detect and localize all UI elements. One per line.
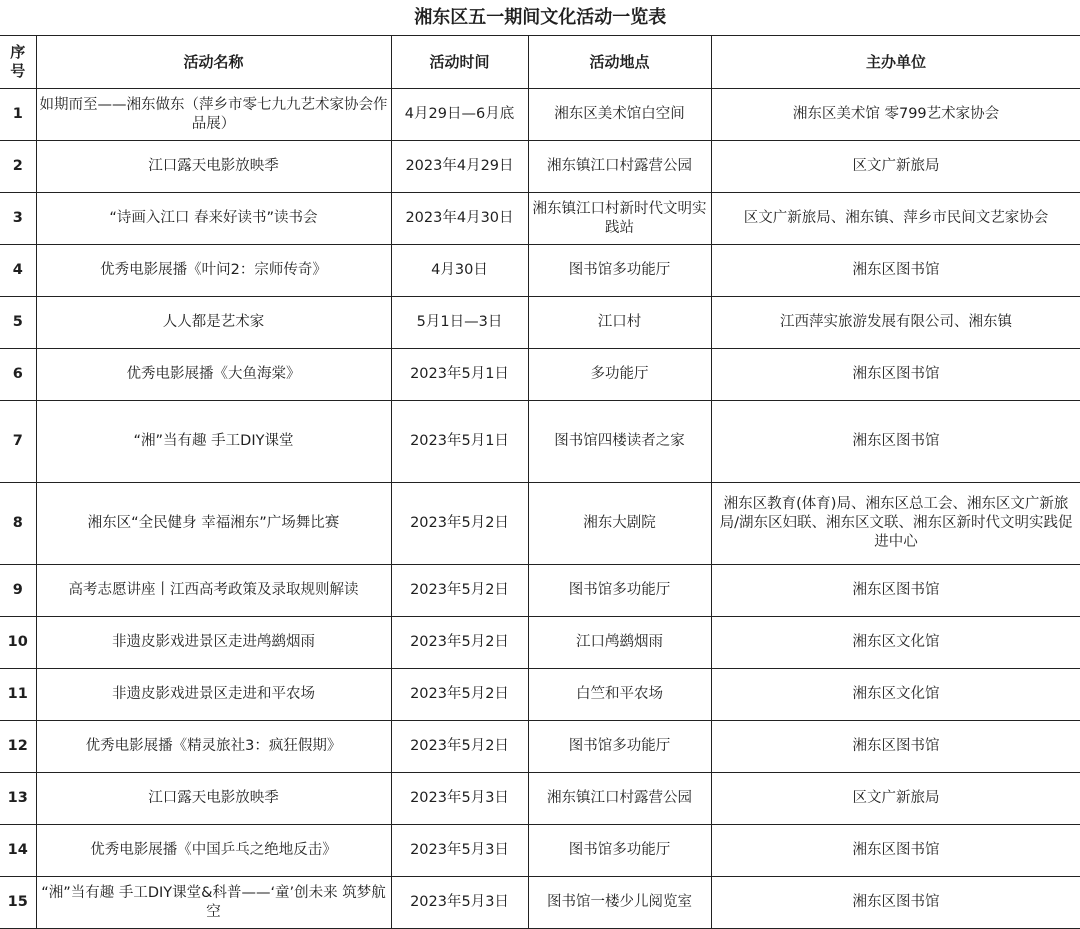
cell-time: 2023年5月2日	[391, 617, 528, 669]
cell-no: 1	[0, 89, 36, 141]
cell-place: 图书馆多功能厅	[528, 721, 711, 773]
cell-no: 14	[0, 825, 36, 877]
cell-no: 4	[0, 245, 36, 297]
cell-no: 6	[0, 349, 36, 401]
cell-host: 湘东区图书馆	[711, 565, 1080, 617]
cell-time: 2023年5月1日	[391, 401, 528, 483]
cell-place: 江口村	[528, 297, 711, 349]
table-row	[0, 297, 1080, 349]
cell-no: 15	[0, 877, 36, 929]
table-row	[0, 349, 1080, 401]
table-row	[0, 877, 1080, 929]
cell-name: 非遗皮影戏进景区走进鸬鹚烟雨	[36, 617, 391, 669]
cell-name: 江口露天电影放映季	[36, 773, 391, 825]
cell-name: 优秀电影展播《中国乒乓之绝地反击》	[36, 825, 391, 877]
cell-place: 图书馆多功能厅	[528, 565, 711, 617]
cell-no: 5	[0, 297, 36, 349]
cell-host: 湘东区图书馆	[711, 877, 1080, 929]
table-row	[0, 245, 1080, 297]
cell-time: 2023年5月2日	[391, 565, 528, 617]
table-row	[0, 193, 1080, 245]
cell-host: 湘东区文化馆	[711, 669, 1080, 721]
cell-time: 2023年5月3日	[391, 773, 528, 825]
cell-time: 4月29日—6月底	[391, 89, 528, 141]
cell-host: 区文广新旅局	[711, 141, 1080, 193]
header-place: 活动地点	[528, 36, 711, 89]
cell-place: 江口鸬鹚烟雨	[528, 617, 711, 669]
cell-place: 图书馆多功能厅	[528, 245, 711, 297]
cell-name: 优秀电影展播《精灵旅社3：疯狂假期》	[36, 721, 391, 773]
cell-place: 湘东大剧院	[528, 483, 711, 565]
header-row	[0, 36, 1080, 89]
cell-host: 区文广新旅局	[711, 773, 1080, 825]
cell-host: 区文广新旅局、湘东镇、萍乡市民间文艺家协会	[711, 193, 1080, 245]
cell-name: “湘”当有趣 手工DIY课堂	[36, 401, 391, 483]
cell-name: 如期而至——湘东做东（萍乡市零七九九艺术家协会作品展）	[36, 89, 391, 141]
cell-place: 白竺和平农场	[528, 669, 711, 721]
table-row	[0, 669, 1080, 721]
cell-place: 图书馆四楼读者之家	[528, 401, 711, 483]
header-time: 活动时间	[391, 36, 528, 89]
header-name: 活动名称	[36, 36, 391, 89]
table-row	[0, 483, 1080, 565]
cell-host: 湘东区美术馆 零799艺术家协会	[711, 89, 1080, 141]
cell-name: 非遗皮影戏进景区走进和平农场	[36, 669, 391, 721]
cell-name: “诗画入江口 春来好读书”读书会	[36, 193, 391, 245]
cell-time: 2023年5月2日	[391, 483, 528, 565]
cell-host: 湘东区图书馆	[711, 349, 1080, 401]
cell-place: 湘东镇江口村新时代文明实践站	[528, 193, 711, 245]
cell-name: 高考志愿讲座丨江西高考政策及录取规则解读	[36, 565, 391, 617]
cell-time: 2023年4月30日	[391, 193, 528, 245]
cell-no: 2	[0, 141, 36, 193]
cell-place: 湘东区美术馆白空间	[528, 89, 711, 141]
cell-place: 湘东镇江口村露营公园	[528, 773, 711, 825]
cell-time: 2023年4月29日	[391, 141, 528, 193]
cell-time: 2023年5月1日	[391, 349, 528, 401]
cell-place: 图书馆一楼少儿阅览室	[528, 877, 711, 929]
header-host: 主办单位	[711, 36, 1080, 89]
cell-time: 2023年5月2日	[391, 721, 528, 773]
cell-name: 优秀电影展播《叶问2：宗师传奇》	[36, 245, 391, 297]
cell-no: 7	[0, 401, 36, 483]
cell-time: 2023年5月3日	[391, 877, 528, 929]
table-title: 湘东区五一期间文化活动一览表	[0, 0, 1080, 36]
table-row	[0, 401, 1080, 483]
table-row	[0, 825, 1080, 877]
table-row	[0, 141, 1080, 193]
cell-name: 优秀电影展播《大鱼海棠》	[36, 349, 391, 401]
cell-name: 人人都是艺术家	[36, 297, 391, 349]
cell-host: 湘东区教育(体育)局、湘东区总工会、湘东区文广新旅局/湖东区妇联、湘东区文联、湘东区新时代文明实践促进中心	[711, 483, 1080, 565]
title-row	[0, 0, 1080, 36]
table-row	[0, 773, 1080, 825]
cell-host: 湘东区图书馆	[711, 401, 1080, 483]
cell-time: 2023年5月2日	[391, 669, 528, 721]
cell-host: 江西萍实旅游发展有限公司、湘东镇	[711, 297, 1080, 349]
cell-no: 3	[0, 193, 36, 245]
cell-place: 多功能厅	[528, 349, 711, 401]
cell-time: 5月1日—3日	[391, 297, 528, 349]
cell-no: 11	[0, 669, 36, 721]
cell-time: 4月30日	[391, 245, 528, 297]
table-row	[0, 721, 1080, 773]
table-row	[0, 89, 1080, 141]
cell-name: “湘”当有趣 手工DIY课堂&科普——‘童’创未来 筑梦航空	[36, 877, 391, 929]
cell-host: 湘东区图书馆	[711, 245, 1080, 297]
cell-place: 湘东镇江口村露营公园	[528, 141, 711, 193]
cell-no: 8	[0, 483, 36, 565]
cell-no: 12	[0, 721, 36, 773]
table-row	[0, 565, 1080, 617]
table-row	[0, 617, 1080, 669]
cell-host: 湘东区文化馆	[711, 617, 1080, 669]
cell-name: 湘东区“全民健身 幸福湘东”广场舞比赛	[36, 483, 391, 565]
cell-no: 9	[0, 565, 36, 617]
cell-no: 10	[0, 617, 36, 669]
cell-time: 2023年5月3日	[391, 825, 528, 877]
cell-name: 江口露天电影放映季	[36, 141, 391, 193]
cell-place: 图书馆多功能厅	[528, 825, 711, 877]
cell-host: 湘东区图书馆	[711, 721, 1080, 773]
cell-no: 13	[0, 773, 36, 825]
cell-host: 湘东区图书馆	[711, 825, 1080, 877]
header-no: 序号	[0, 36, 36, 89]
